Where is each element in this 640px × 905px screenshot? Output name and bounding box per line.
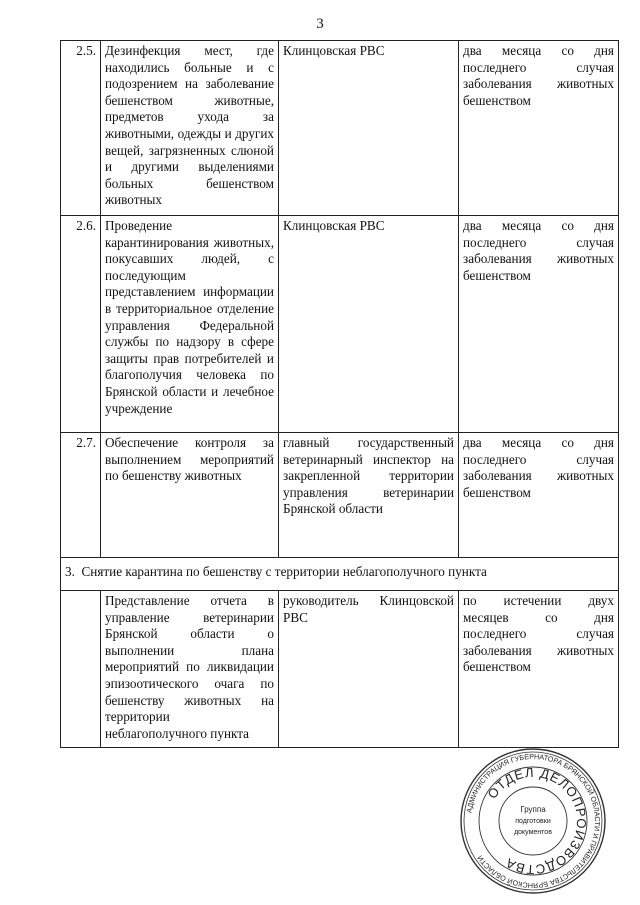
office-stamp bbox=[458, 746, 608, 896]
table-row bbox=[61, 591, 619, 748]
stamp-middle-text: ОТДЕЛ ДЕЛОПРОИЗВОДСТВА bbox=[484, 764, 590, 878]
responsible-cell: руководитель Клинцовской РВС bbox=[279, 591, 459, 748]
responsible-cell: Клинцовская РВС bbox=[279, 41, 459, 216]
term-cell: по истечении двух месяцев со дня последнего случая заболевания животных бешенством bbox=[459, 591, 619, 748]
row-number: 2.7. bbox=[61, 433, 101, 558]
table-row bbox=[61, 433, 619, 558]
row-number bbox=[61, 591, 101, 748]
stamp-center-line-2: подготовки bbox=[515, 818, 551, 825]
page-number: 3 bbox=[316, 16, 324, 32]
table-row bbox=[61, 216, 619, 433]
section-title: Снятие карантина по бешенству с территории неблагополучного пункта bbox=[81, 564, 487, 579]
stamp-outer-text: АДМИНИСТРАЦИЯ ГУБЕРНАТОРА БРЯНСКОЙ ОБЛАСТИ И ПРАВИТЕЛЬСТВА БРЯНСКОЙ ОБЛАСТИ bbox=[464, 751, 603, 891]
stamp-center-line-3: документов bbox=[514, 829, 552, 836]
action-cell: Дезинфекция мест, где находились больные и с подозрением на заболевание бешенством животные, предметов ухода за животными, одежды и других вещей, загрязненных слюной и другими выделениями больных бешенством животных bbox=[101, 41, 279, 216]
row-number: 2.6. bbox=[61, 216, 101, 433]
responsible-cell: главный государственный ветеринарный инспектор на закрепленной территории управления ветеринарии Брянской области bbox=[279, 433, 459, 558]
section-number: 3. bbox=[65, 564, 75, 579]
section-header-row bbox=[61, 558, 619, 591]
term-cell: два месяца со дня последнего случая заболевания животных бешенством bbox=[459, 216, 619, 433]
action-cell: Обеспечение контроля за выполнением мероприятий по бешенству животных bbox=[101, 433, 279, 558]
row-number: 2.5. bbox=[61, 41, 101, 216]
term-cell: два месяца со дня последнего случая заболевания животных бешенством bbox=[459, 433, 619, 558]
action-cell: Проведение карантинирования животных, покусавших людей, с последующим представлением информации в территориальное отделение управления Федеральной службы по надзору в сфере защиты прав потребителей и благополучия человека по Брянской области и лечебное учреждение bbox=[101, 216, 279, 433]
responsible-cell: Клинцовская РВС bbox=[279, 216, 459, 433]
measures-table bbox=[60, 40, 619, 748]
stamp-center-line-1: Группа bbox=[520, 805, 546, 814]
term-cell: два месяца со дня последнего случая заболевания животных бешенством bbox=[459, 41, 619, 216]
action-cell: Представление отчета в управление ветеринарии Брянской области о выполнении плана мероприятий по ликвидации эпизоотического очага по бешенству животных на территории неблагополучного пункта bbox=[101, 591, 279, 748]
section-header bbox=[61, 558, 619, 591]
table-row bbox=[61, 41, 619, 216]
